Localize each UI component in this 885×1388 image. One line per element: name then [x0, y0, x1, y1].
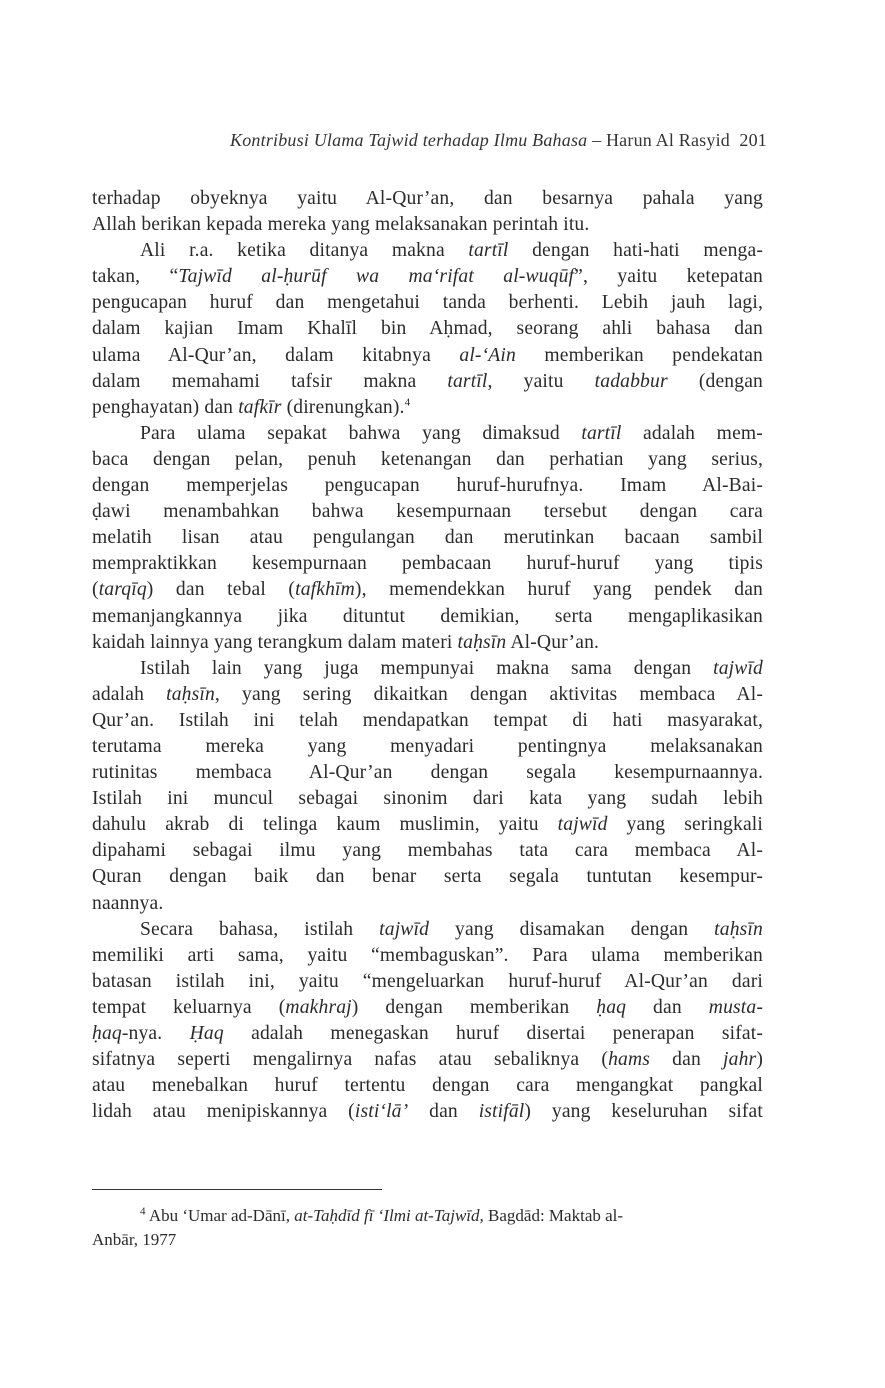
footnote: [92, 1204, 763, 1252]
footnote-divider: [92, 1189, 382, 1190]
footnote-citation: Abu ‘Umar ad-Dānī, at-Taḥdīd fī ‘Ilmi at-Tajwīd, Bagdād: Maktab al-: [148, 1206, 624, 1225]
text-line: Para ulama sepakat bahwa yang dimaksud tartīl adalah mem-: [140, 422, 763, 444]
text-line: melatih lisan atau pengulangan dan merutinkan bacaan sambil: [92, 527, 763, 549]
text-line: ḥaq-nya. Ḥaq adalah menegaskan huruf disertai penerapan sifat-: [92, 1023, 763, 1044]
text-line: dahulu akrab di telinga kaum muslimin, yaitu tajwīd yang seringkali: [92, 814, 763, 836]
text-line: Istilah lain yang juga mempunyai makna sama dengan tajwīd: [140, 657, 763, 679]
text-line: naannya.: [92, 892, 164, 914]
text-line: terhadap obyeknya yaitu Al-Qur’an, dan besarnya pahala yang: [92, 188, 763, 209]
text-line: Istilah ini muncul sebagai sinonim dari kata yang sudah lebih: [92, 788, 763, 810]
text-line: Secara bahasa, istilah tajwīd yang disamakan dengan taḥsīn: [140, 918, 763, 940]
text-line: dipahami sebagai ilmu yang membahas tata cara membaca Al-: [92, 840, 763, 862]
header-author: Harun Al Rasyid: [605, 130, 730, 150]
text-line: dengan memperjelas pengucapan huruf-hurufnya. Imam Al-Bai-: [92, 475, 763, 497]
text-line: (tarqīq) dan tebal (tafkhīm), memendekkan huruf yang pendek dan: [92, 579, 763, 601]
text-line: dalam kajian Imam Khalīl bin Aḥmad, seorang ahli bahasa dan: [92, 318, 763, 340]
text-line: Allah berikan kepada mereka yang melaksanakan perintah itu.: [92, 214, 590, 236]
footnote-line-2: Anbār, 1977: [92, 1230, 177, 1249]
text-line: ḍawi menambahkan bahwa kesempurnaan tersebut dengan cara: [92, 501, 763, 523]
text-line: memiliki arti sama, yaitu “membaguskan”. Para ulama memberikan: [92, 944, 763, 966]
text-line: kaidah lainnya yang terangkum dalam materi taḥsīn Al-Qur’an.: [92, 631, 600, 653]
text-line: rutinitas membaca Al-Qur’an dengan segala kesempurnaannya.: [92, 762, 763, 784]
header-title: Kontribusi Ulama Tajwid terhadap Ilmu Bahasa: [230, 130, 588, 150]
text-line: ulama Al-Qur’an, dalam kitabnya al-‘Ain memberikan pendekatan: [92, 344, 764, 366]
text-line: terutama mereka yang menyadari pentingnya melaksanakan: [92, 735, 763, 757]
text-line: penghayatan) dan tafkīr (direnungkan).$^4$: [92, 396, 411, 418]
footnote-line: [92, 1204, 763, 1228]
text-line: memanjangkannya jika dituntut demikian, serta mengaplikasikan: [92, 605, 763, 627]
text-line: dalam memahami tafsir makna tartīl, yaitu tadabbur (dengan: [92, 370, 763, 392]
page-number: 201: [739, 130, 767, 150]
text-line: batasan istilah ini, yaitu “mengeluarkan huruf-huruf Al-Qur’an dari: [92, 970, 763, 992]
running-header: [230, 130, 767, 151]
text-line: pengucapan huruf dan mengetahui tanda berhenti. Lebih jauh lagi,: [92, 292, 763, 314]
header-separator: –: [587, 130, 606, 150]
text-line: Qur’an. Istilah ini telah mendapatkan tempat di hati masyarakat,: [92, 709, 763, 731]
text-line: Ali r.a. ketika ditanya makna tartīl dengan hati-hati menga-: [140, 240, 763, 262]
footnote-marker: 4: [140, 1205, 146, 1218]
text-line: sifatnya seperti mengalirnya nafas atau sebaliknya (hams dan jahr): [92, 1049, 763, 1071]
text-line: adalah taḥsīn, yang sering dikaitkan dengan aktivitas membaca Al-: [92, 683, 763, 705]
text-line: Quran dengan baik dan benar serta segala tuntutan kesempur-: [92, 866, 763, 888]
text-line: tempat keluarnya (makhraj) dengan memberikan ḥaq dan musta-: [92, 996, 764, 1018]
text-line: baca dengan pelan, penuh ketenangan dan perhatian yang serius,: [92, 448, 763, 470]
text-line: atau menebalkan huruf tertentu dengan cara mengangkat pangkal: [92, 1075, 763, 1097]
text-line: takan, “Tajwīd al-ḥurūf wa ma‘rifat al-wuqūf”, yaitu ketepatan: [92, 266, 763, 288]
text-line: mempraktikkan kesempurnaan pembacaan huruf-huruf yang tipis: [92, 553, 763, 575]
text-line: lidah atau menipiskannya (isti‘lā’ dan istifāl) yang keseluruhan sifat: [92, 1101, 763, 1123]
body-text: [92, 186, 763, 1125]
